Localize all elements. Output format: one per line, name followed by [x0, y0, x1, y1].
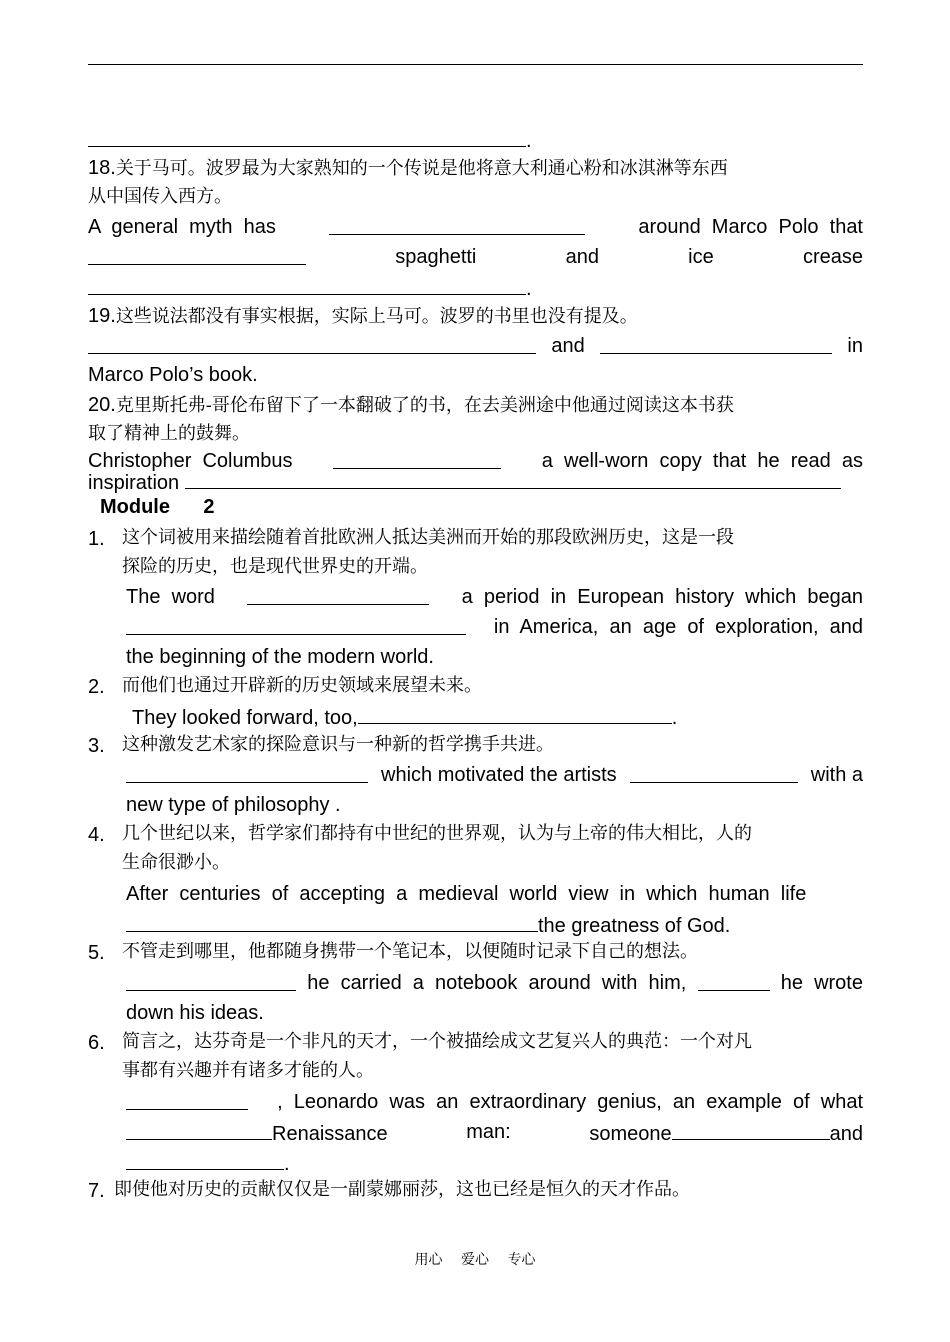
m2-item-4-chinese-2: 生命很渺小。 [122, 852, 230, 873]
answer-blank[interactable] [126, 1091, 248, 1110]
m2-item-1-english-3: the beginning of the modern world. [126, 646, 434, 668]
m2-item-7-chinese: 即使他对历史的贡献仅仅是一副蒙娜丽莎，这也已经是恒久的天才作品。 [114, 1179, 690, 1200]
item-number: 5. [88, 942, 105, 964]
item-17-line: . [88, 128, 532, 152]
answer-blank[interactable] [126, 1121, 272, 1140]
answer-blank[interactable] [88, 246, 306, 265]
m2-item-3-english-2: new type of philosophy . [126, 794, 341, 816]
header-rule [88, 64, 863, 65]
item-number: 6. [88, 1032, 105, 1054]
answer-blank[interactable] [126, 972, 296, 991]
item-18-chinese: 18.关于马可。波罗最为大家熟知的一个传说是他将意大利通心粉和冰淇淋等东西 [88, 157, 728, 179]
m2-item-2-english: They looked forward, too, . [132, 707, 678, 729]
item-20-chinese: 20.克里斯托弗-哥伦布留下了一本翻破了的书，在去美洲途中他通过阅读这本书获 [88, 394, 734, 416]
item-18-english-3: . [88, 276, 532, 300]
m2-item-1-chinese-2: 探险的历史，也是现代世界史的开端。 [122, 556, 428, 577]
answer-blank[interactable] [600, 335, 832, 354]
answer-blank[interactable] [358, 705, 672, 724]
m2-item-1-english-1: The word a period in European history which began [126, 586, 863, 608]
answer-blank[interactable] [185, 470, 841, 489]
answer-blank[interactable] [88, 128, 526, 147]
page-footer: 用心 爱心 专心 [414, 1252, 536, 1268]
m2-item-1-chinese: 这个词被用来描绘随着首批欧洲人抵达美洲而开始的那段欧洲历史，这是一段 [122, 527, 734, 548]
answer-blank[interactable] [630, 764, 798, 783]
item-18-chinese-2: 从中国传入西方。 [88, 186, 232, 207]
item-number: 3. [88, 735, 105, 757]
module-heading: Module 2 [100, 496, 215, 518]
m2-item-3-chinese: 这种激发艺术家的探险意识与一种新的哲学携手共进。 [122, 734, 554, 755]
item-18-english-1: A general myth has around Marco Polo that [88, 216, 863, 238]
m2-item-4-chinese: 几个世纪以来，哲学家们都持有中世纪的世界观，认为与上帝的伟大相比，人的 [122, 823, 752, 844]
answer-blank[interactable] [333, 450, 501, 469]
m2-item-2-chinese: 而他们也通过开辟新的历史领域来展望未来。 [122, 675, 482, 696]
item-20-english-2: inspiration [88, 470, 841, 494]
item-number: 2. [88, 676, 105, 698]
answer-blank[interactable] [698, 972, 770, 991]
answer-blank[interactable] [672, 1121, 830, 1140]
m2-item-3-english-1: which motivated the artists with a [126, 764, 863, 786]
m2-item-5-chinese: 不管走到哪里，他都随身携带一个笔记本，以便随时记录下自己的想法。 [122, 941, 698, 962]
answer-blank[interactable] [126, 1151, 284, 1170]
m2-item-6-english-1: , Leonardo was an extraordinary genius, an example of what [126, 1091, 863, 1113]
item-20-english-1: Christopher Columbus a well-worn copy that he read as [88, 450, 863, 472]
item-19-english-2: Marco Polo’s book. [88, 364, 258, 386]
answer-blank[interactable] [247, 586, 429, 605]
answer-blank[interactable] [88, 335, 536, 354]
item-number: 7. [88, 1180, 105, 1202]
m2-item-1-english-2: in America, an age of exploration, and [126, 616, 863, 638]
m2-item-5-english-1: he carried a notebook around with him, he wrote [126, 972, 863, 994]
answer-blank[interactable] [88, 276, 526, 295]
m2-item-5-english-2: down his ideas. [126, 1002, 264, 1024]
item-18-english-2: spaghetti and ice crease [88, 246, 863, 268]
m2-item-4-english-1: After centuries of accepting a medieval world view in which human life [126, 883, 807, 905]
m2-item-4-english-2: the greatness of God. [126, 913, 730, 937]
answer-blank[interactable] [329, 216, 585, 235]
item-19-chinese: 19.这些说法都没有事实根据，实际上马可。波罗的书里也没有提及。 [88, 305, 638, 327]
m2-item-6-chinese: 简言之，达芬奇是一个非凡的天才，一个被描绘成文艺复兴人的典范：一个对凡 [122, 1031, 752, 1052]
m2-item-6-english-2: Renaissance man: someone and [126, 1121, 863, 1145]
item-19-english-1: and in [88, 335, 863, 357]
answer-blank[interactable] [126, 913, 538, 932]
item-number: 1. [88, 528, 105, 550]
item-number: 4. [88, 824, 105, 846]
m2-item-6-english-3: . [126, 1151, 290, 1175]
item-20-chinese-2: 取了精神上的鼓舞。 [88, 423, 250, 444]
answer-blank[interactable] [126, 764, 368, 783]
m2-item-6-chinese-2: 事都有兴趣并有诸多才能的人。 [122, 1060, 374, 1081]
answer-blank[interactable] [126, 616, 466, 635]
